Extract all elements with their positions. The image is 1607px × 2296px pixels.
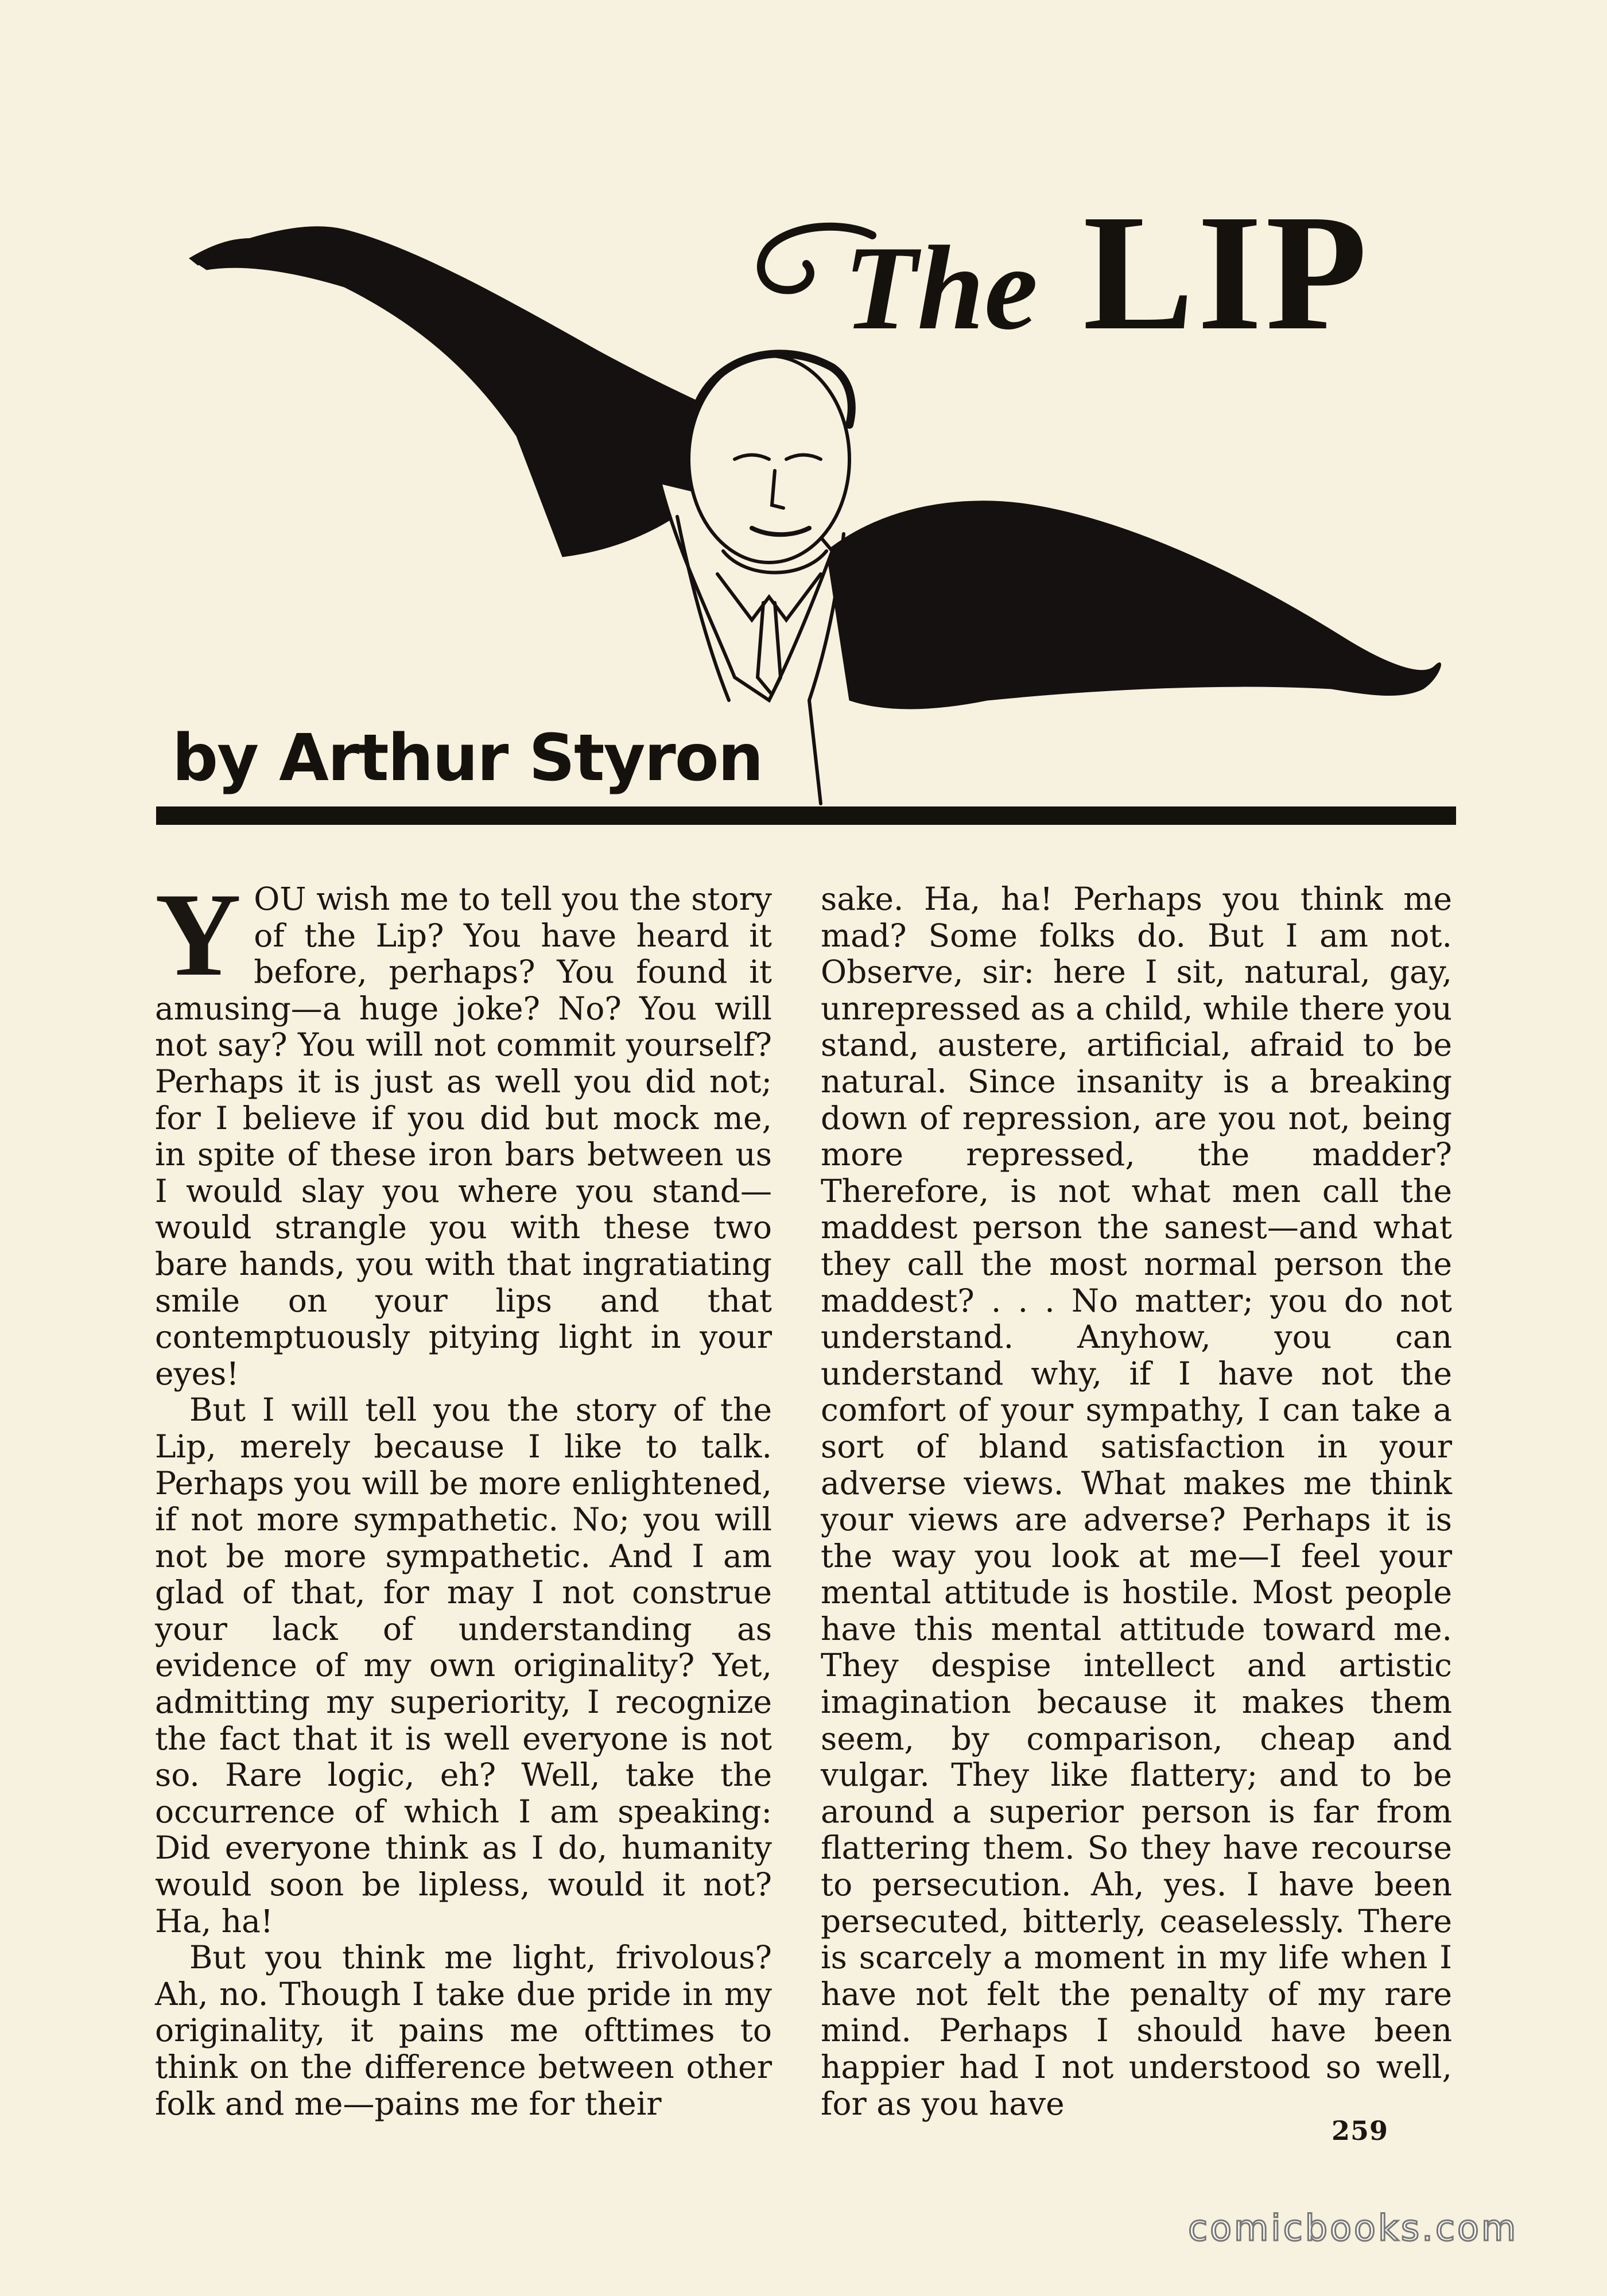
title-lip: LIP — [1082, 180, 1371, 364]
paragraph-3: But you think me light, frivolous? Ah, no. Though I take due pride in my originality, it pains me ofttimes to think on the difference between other folk and me—pains me for their — [155, 1939, 772, 2122]
header-rule — [156, 806, 1456, 825]
left-column — [155, 868, 772, 2122]
story-title — [844, 180, 1371, 364]
left-pennant-shape — [189, 227, 723, 557]
title-the: The — [844, 222, 1038, 355]
right-pennant-shape — [826, 501, 1441, 709]
watermark: comicbooks.com — [1188, 2207, 1519, 2249]
drop-cap: Y — [155, 868, 242, 1000]
paragraph-1 — [155, 868, 772, 1392]
paragraph-2: But I will tell you the story of the Lip, merely because I like to talk. Perhaps you will be more enlightened, if not more sympathetic. No; you will not be more sympathetic. And I am glad of that, for may I not construe your lack of understanding as evidence of my own originality? Yet, admitting my superiority, I recognize the fact that it is well everyone is not so. Rare logic, eh? Well, take the occurrence of which I am speaking: Did everyone think as I do, humanity would soon be lipless, would it not? Ha, ha! — [155, 1391, 772, 1940]
paragraph-1-text: OU wish me to tell you the story of the Lip? You have heard it before, perhaps? You found it amusing—a huge joke? No? You will not say? You will not commit yourself? Perhaps it is just as well you did not; for I believe if you did but mock me, in spite of these iron bars between us I would slay you where you stand—would strangle you with these two bare hands, you with that ingratiating smile on your lips and that contemptuously pitying light in your eyes! — [155, 881, 772, 1392]
byline: by Arthur Styron — [172, 721, 763, 796]
paragraph-4: sake. Ha, ha! Perhaps you think me mad? Some folks do. But I am not. Observe, sir: here I sit, natural, gay, unrepressed as a child, while there you stand, austere, artificial, afraid to be natural. Since insanity is a breaking down of repression, are you not, being more repressed, the madder? Therefore, is not what men call the maddest person the sanest—and what they call the most normal person the maddest? . . . No matter; you do not understand. Anyhow, you can understand why, if I have not the comfort of your sympathy, I can take a sort of bland satisfaction in your adverse views. What makes me think your views are adverse? Perhaps it is the way you look at me—I feel your mental attitude is hostile. Most people have this mental attitude toward me. They despise intellect and artistic imagination because it makes them seem, by comparison, cheap and vulgar. They like flattery; and to be around a superior person is far from flattering them. So they have recourse to persecution. Ah, yes. I have been persecuted, bitterly, ceaselessly. There is scarcely a moment in my life when I have not felt the penalty of my rare mind. Perhaps I should have been happier had I not understood so well, for as you have — [821, 881, 1452, 2122]
right-column — [821, 881, 1452, 2122]
page-number: 259 — [1332, 2115, 1389, 2146]
